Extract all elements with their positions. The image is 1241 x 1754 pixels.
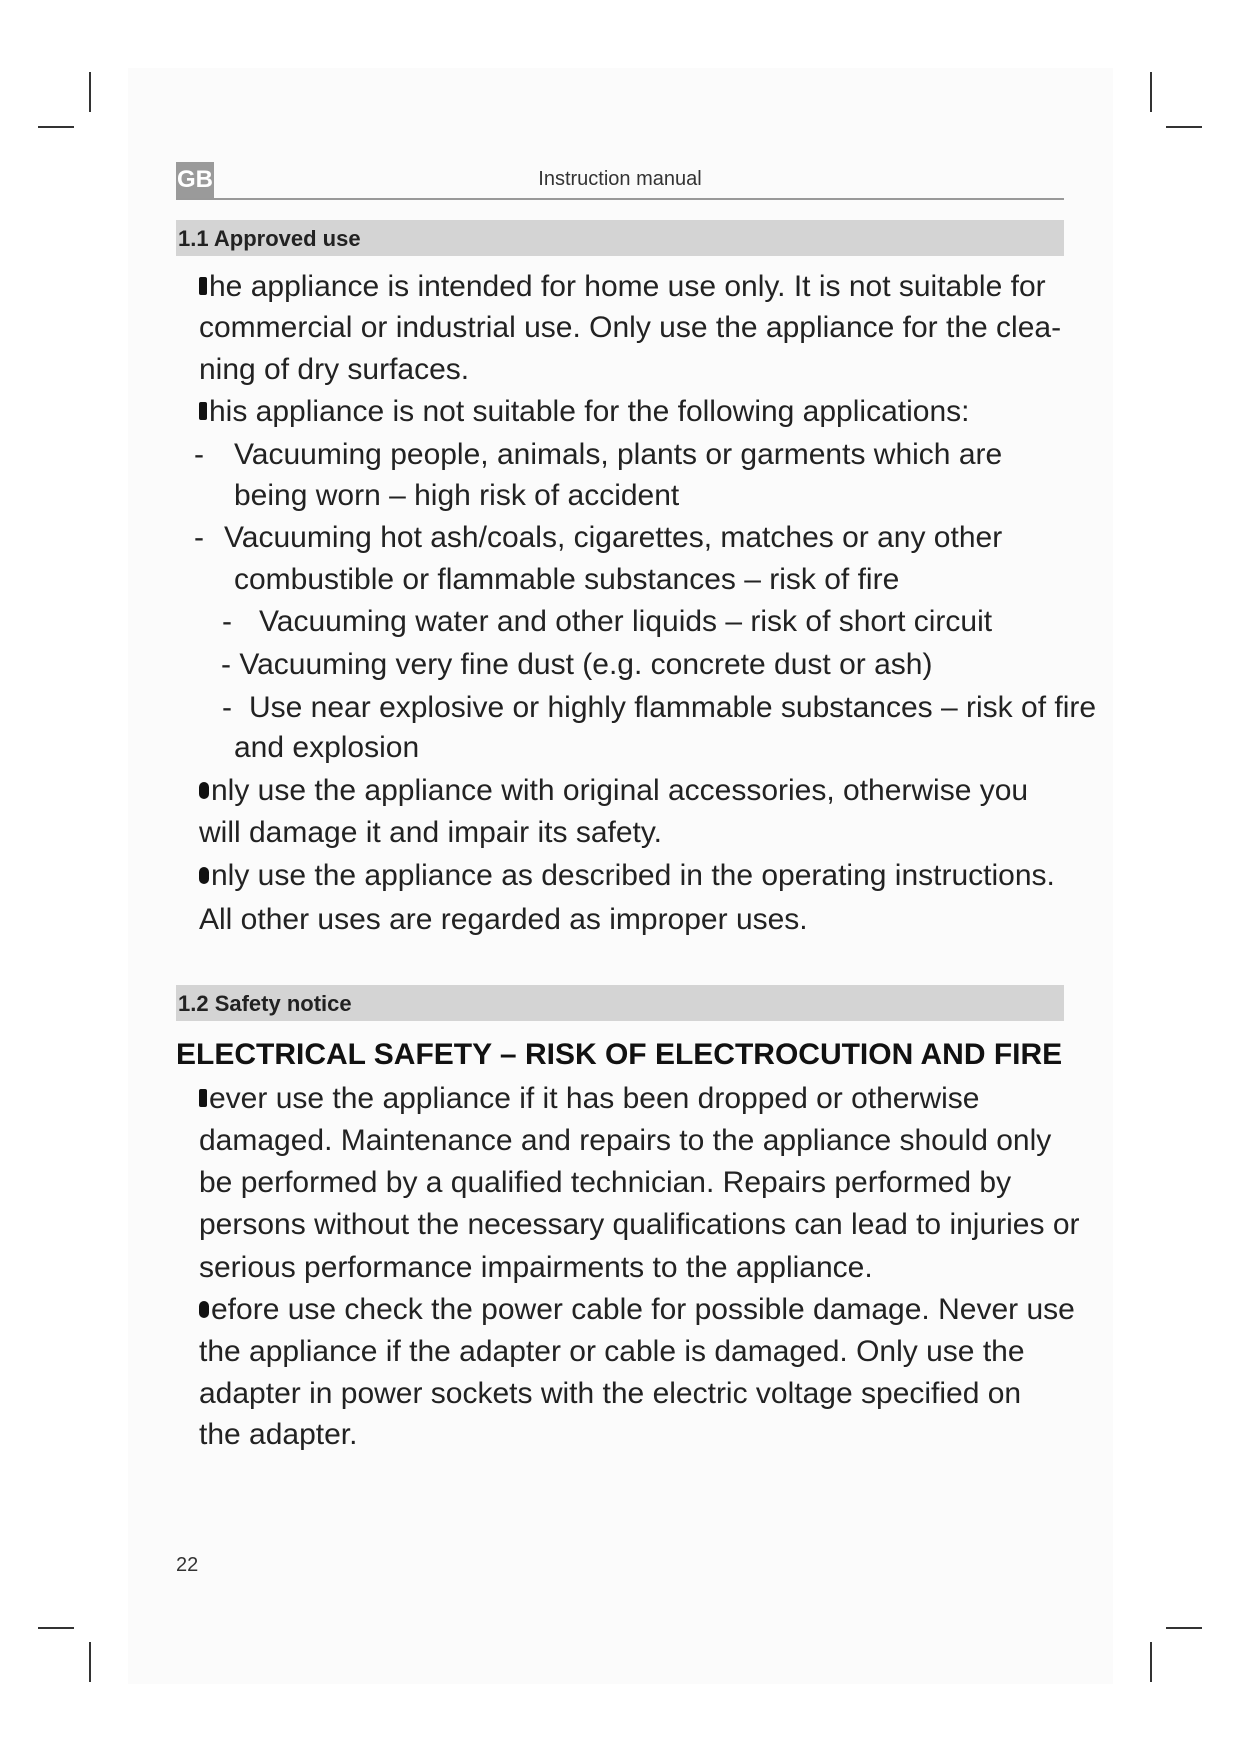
bullet-icon	[199, 782, 209, 799]
bullet-icon	[199, 1089, 207, 1107]
page-header	[176, 162, 1064, 200]
list-dash: -	[222, 605, 232, 638]
section-heading-approved-use	[176, 220, 1064, 256]
crop-mark	[38, 1627, 74, 1629]
list-item: being worn – high risk of accident	[234, 479, 680, 512]
list-item: Vacuuming people, animals, plants or garments which are	[234, 438, 1003, 471]
paragraph-line: be performed by a qualified technician. Repairs performed by	[199, 1166, 1012, 1199]
paragraph-line: ever use the appliance if it has been dropped or otherwise	[199, 1078, 980, 1120]
paragraph-line: ning of dry surfaces.	[199, 353, 470, 386]
list-dash: -	[194, 521, 204, 554]
list-dash: -	[222, 691, 232, 724]
section-heading-text: 1.1 Approved use	[178, 226, 361, 251]
bullet-icon	[199, 277, 207, 295]
list-item: Use near explosive or highly flammable substances – risk of fire	[249, 691, 1097, 724]
crop-mark	[1150, 72, 1152, 112]
header-title: Instruction manual	[538, 168, 702, 190]
paragraph-line: the appliance if the adapter or cable is damaged. Only use the	[199, 1335, 1025, 1368]
crop-mark	[1150, 1642, 1152, 1682]
paragraph-line: will damage it and impair its safety.	[199, 816, 662, 849]
crop-mark	[1166, 1627, 1202, 1629]
list-item: - Vacuuming very fine dust (e.g. concrete dust or ash)	[221, 648, 933, 681]
section-heading-text: 1.2 Safety notice	[178, 991, 352, 1016]
bullet-icon	[199, 1301, 209, 1318]
page-number: 22	[176, 1554, 199, 1576]
paragraph-line: damaged. Maintenance and repairs to the appliance should only	[199, 1124, 1052, 1157]
paragraph-line: he appliance is intended for home use only. It is not suitable for	[199, 266, 1046, 308]
paragraph-line: commercial or industrial use. Only use the appliance for the clea-	[199, 311, 1062, 344]
paragraph-line: his appliance is not suitable for the following applications:	[199, 391, 969, 433]
language-badge: GB	[176, 162, 214, 198]
paragraph-line: nly use the appliance as described in the operating instructions.	[199, 855, 1055, 897]
crop-mark	[89, 72, 91, 112]
crop-mark	[89, 1642, 91, 1682]
paragraph-line: persons without the necessary qualifications can lead to injuries or	[199, 1208, 1080, 1241]
section-heading-safety-notice	[176, 985, 1064, 1021]
paragraph-line: adapter in power sockets with the electric voltage specified on	[199, 1377, 1022, 1410]
paragraph-line: nly use the appliance with original accessories, otherwise you	[199, 770, 1028, 812]
paragraph-line: serious performance impairments to the appliance.	[199, 1251, 873, 1284]
list-item: combustible or flammable substances – risk of fire	[234, 563, 900, 596]
paragraph-line: the adapter.	[199, 1418, 358, 1451]
paragraph-line: efore use check the power cable for possible damage. Never use	[199, 1289, 1075, 1331]
list-item: Vacuuming water and other liquids – risk of short circuit	[259, 605, 993, 638]
bullet-icon	[199, 867, 209, 884]
crop-mark	[38, 126, 74, 128]
bullet-icon	[199, 402, 207, 420]
list-item: and explosion	[234, 731, 420, 764]
list-item: Vacuuming hot ash/coals, cigarettes, matches or any other	[224, 521, 1003, 554]
paragraph-line: All other uses are regarded as improper uses.	[199, 903, 808, 936]
crop-mark	[1166, 126, 1202, 128]
hazard-title: ELECTRICAL SAFETY – RISK OF ELECTROCUTION AND FIRE	[176, 1038, 1063, 1071]
list-dash: -	[194, 438, 204, 471]
